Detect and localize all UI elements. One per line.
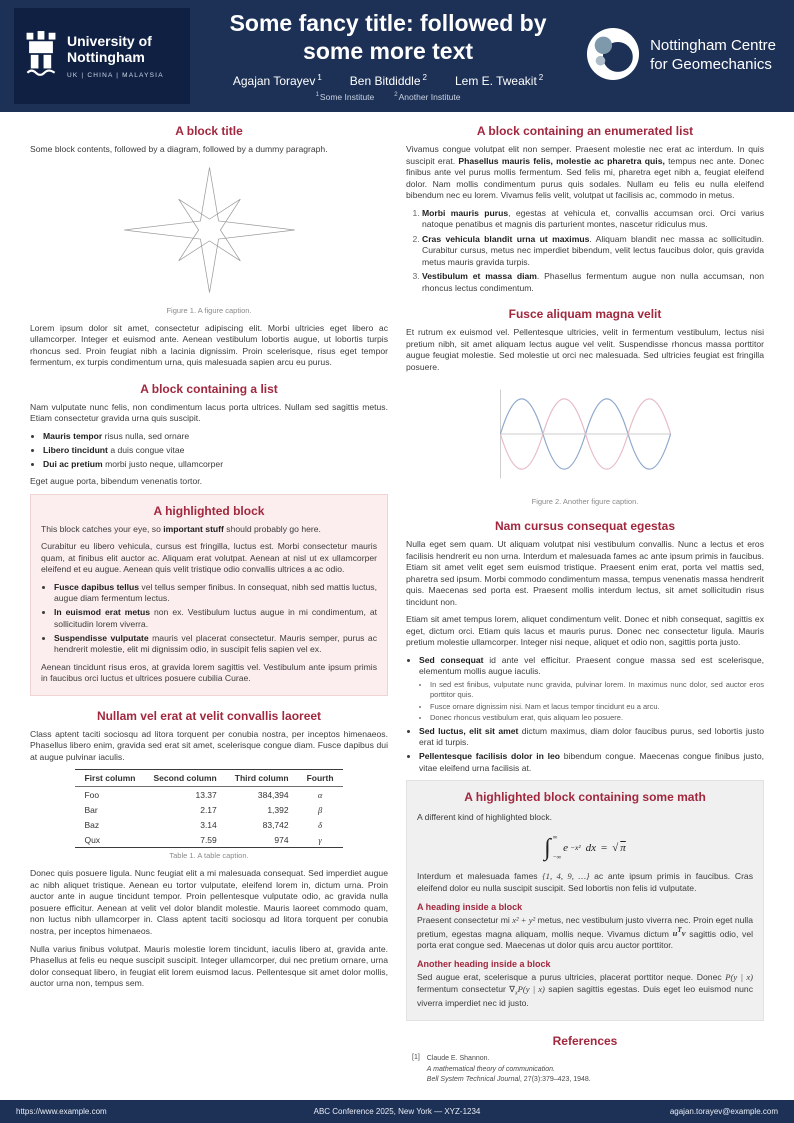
author-affiliation-sup: 2 [422,72,427,82]
reference-author: Claude E. Shannon. [426,1055,490,1063]
body-paragraph: A different kind of highlighted block. [417,812,553,823]
figure-2 [406,379,764,506]
centre-name-line2: for Geomechanics [650,56,772,73]
poster-title-line2: some more text [303,38,474,64]
table-header-row [75,770,342,787]
centre-name [650,37,776,75]
authors-line [200,73,576,88]
body-paragraph: Etiam sit amet tempus lorem, aliquet condimentum velit. Donec et nibh consequat, sagittis ex eget, dictum orci. Etiam quis lacus et mauris purus. Donec nec consectetur ligula. Mauris pretium molestie ullamcorper. Integer nisi neque, aliquet et odio non, sagittis porta justo. [406,614,764,648]
list-item: • Pellentesque facilisis dolor in leo bibendum congue. Maecenas congue finibus justo, vitae eleifend urna facilisis at. [419,751,764,774]
geomechanics-circles-icon [586,27,640,86]
university-logo-text [67,33,164,79]
integral-formula: ∫ ∞ −∞ e −x² dx = √ π [544,834,626,861]
reference-number: [1] [412,1054,420,1062]
block-title: Nam cursus consequat egestas [494,519,676,534]
block-title: Fusce aliquam magna velit [508,307,662,322]
nested-list-item: • Donec rhoncus vestibulum erat, quis aliquam leo posuere. [430,713,764,723]
institutes-line [200,92,576,102]
body-paragraph: Aenean tincidunt risus eros, at gravida lorem sagittis vel. Vestibulum ante ipsum primis in faucibus orci luctus et ultrices posuere cubilia Curae. [41,661,377,684]
list-item: • Sed luctus, elit sit amet dictum maximus, diam dolor faucibus purus, sed lobortis justo erat id turpis. [419,726,764,749]
footer-website: https://www.example.com [16,1107,107,1116]
column-header: First column [75,770,144,787]
body-paragraph: Class aptent taciti sociosqu ad litora torquent per conubia nostra, per inceptos himenaeos. Phasellus libero enim, gravida sed erat sit amet, scelerisque congue diam. Fusce dapibus dui at augue pulvinar iaculis. [30,728,388,762]
poster-content [0,112,794,1100]
list-item: • Dui ac pretium morbi justo neque, ullamcorper [43,459,388,471]
enum-item: 3. Vestibulum et massa diam. Phasellus fermentum augue non nulla accumsan, non rhoncus lectus condimentum. [422,271,764,294]
figure-1 [30,162,388,315]
table-row: Baz 3.14 83,742 δ [84,819,323,830]
right-column [406,120,764,1096]
block-title: References [552,1034,618,1049]
list-item: • Sed consequat id ante vel efficitur. Praesent congue massa sed est scelerisque, elementum mollis augue iaculis. • In sed est finibus, vulputate nunc gravida, pulvinar lorem. In maximus nunc dolor, sed auctor eros porttitor quis. • Fusce ornare dignissim nisi. Nam et lacus tempor tincidunt eu a arcu. • Donec rhoncus vestibulum erat, quis aliquam leo posuere. [419,655,764,724]
author-affiliation-sup: 2 [538,72,544,82]
university-name-line1: University of [67,32,152,49]
figure-caption: Figure 2. Another figure caption. [531,497,639,507]
university-name-line2: Nottingham [67,49,145,65]
block-a-block-title [30,124,388,369]
list-item: • Fusce dapibus tellus vel tellus semper finibus. In consequat, nibh sed mattis luctus, augue diam fermentum lectus. [54,582,377,605]
body-paragraph: Et rutrum ex euismod vel. Pellentesque ultricies, velit in fermentum vestibulum, lectus nisi pretium nibh, sit amet aliquam lectus augue vel velit. Suspendisse rhoncus massa porttitor augue feugiat molestie. Sed molestie ut orci nec malesuada. Sed ultricies feugiat est fringilla posuere. [406,327,764,372]
enumerated-list [406,208,764,295]
column-header: Third column [226,770,298,787]
castle-icon [24,31,58,82]
centre-logo [586,27,780,86]
body-paragraph: Lorem ipsum dolor sit amet, consectetur adipiscing elit. Morbi ultricies eget libero ac ullamcorper. Integer et euismod ante. Aenean vestibulum lobortis augue, ut lobortis turpis rhoncus sed. Proin feugiat nibh a lacinia dignissim. Proin scelerisque, risus eget tempor fermentum, ex turpis condimentum urna, quis malesuada sapien arcu eu purus. [30,322,388,368]
block-title: Nullam vel erat at velit convallis laoreet [96,708,322,723]
block-table [30,709,388,990]
sine-waves-plot-icon [493,476,678,493]
footer-conference: ABC Conference 2025, New York — XYZ-1234 [313,1107,481,1116]
university-logo [14,8,190,104]
poster-footer [0,1100,794,1123]
institute: $^2$Another Institute [394,91,461,102]
list-item: • Suspendisse vulputate mauris vel placerat consectetur. Mauris semper, purus ac hendrerit molestie, elit mi dignissim odio, in suscipit felis sapien vel ex. [54,633,377,656]
body-paragraph: Sed augue erat, scelerisque a purus ultricies, placerat porttitor neque. Donec P(y | x) fermentum consectetur $\nabla_xP(y$ | x) sapien sagittis egestas. Duis eget leo euismod nunc viverra imperdiet nec id justo. [417,972,754,1008]
column-header: Fourth [298,770,343,787]
body-paragraph: Nam vulputate nunc felis, non condimentum lacus porta ultrices. Nullam sed sagittis metus. Etiam consectetur gravida urna quis suscipit. [30,401,388,424]
body-paragraph: Praesent consectetur mi x² + y² metus, nec vestibulum justo viverra nec. Proin eget nulla pretium, egestas magna aliquam, mollis neque. Vivamus dictum $u^Tv$ sagittis odio, vel porta erat congue sed. Maecenas ut dolor quis arcu auctor porttitor. [417,915,754,950]
author: Ben Bitdiddle $^2$ [349,72,427,88]
author: Agajan Torayev $^1$ [232,72,322,88]
author: Lem E. Tweakit $^2$ [454,72,544,88]
body-paragraph: Eget augue porta, bibendum venenatis tortor. [30,476,202,487]
enum-item: 1. Morbi mauris purus, egestas at vehicula et, convallis accumsan orci. Orci varius natoque penatibus et magnis dis parturient montes, nascetur ridiculus mus. [422,208,764,231]
footer-email: agajan.torayev@example.com [669,1107,778,1116]
body-paragraph: Donec quis posuere ligula. Nunc feugiat elit a mi malesuada consequat. Sed imperdiet augue ac nibh aliquet tristique. Aenean eu tortor vulputate, eleifend lorem in, dictum urna. Proin auctor ante in augue tincidunt tempor. Proin pellentesque vulputate odio, ac gravida nulla posuere efficitur. Aenean at velit vel dolor blandit molestie. Mauris laoreet commodo quam, non luctus nibh ullamcorper in. Class aptent taciti sociosqu ad litora torquent per conubia nostra, per inceptos himenaeos. [30,868,388,936]
table-row: Qux 7.59 974 γ [75,832,342,848]
poster-title [200,10,576,65]
nested-bullet-list [419,680,764,724]
enum-item: 2. Cras vehicula blandit urna ut maximus. Aliquam blandit nec massa ac sollicitudin. Curabitur cursus, metus nec imperdiet bibendum, velit lectus faucibus dolor, quis gravida metus mauris gravida turpis. [422,234,764,269]
results-table [75,769,342,848]
body-paragraph: This block catches your eye, so important stuff should probably go here. [41,523,321,534]
reference-entry [406,1054,764,1086]
star-diagram-icon [117,285,302,302]
integral-sign: ∫ [544,834,551,861]
body-paragraph: Nulla varius finibus volutpat. Mauris molestie lorem tincidunt, iaculis libero at, gravida ante. Phasellus at felis eu neque suscipit suscipit. Integer ullamcorper, dui nec pretium ornare, urna dolor consequat libero, in feugiat elit lorem euismod lacus. Pellentesque sit amet dolor mollis, auctor urna non, tempus sem. [30,943,388,989]
bullet-list [30,431,388,471]
poster-title-line1: Some fancy title: followed by [229,10,547,37]
table-row: Foo 13.37 384,394 α [84,789,323,800]
table-caption: Table 1. A table caption. [169,851,249,861]
body-paragraph: Some block contents, followed by a diagram, followed by a dummy paragraph. [30,144,328,154]
centre-name-line1: Nottingham Centre [650,37,776,55]
reference-journal-line: Bell System Technical Journal, 27(3):379–423, 1948. [426,1076,591,1084]
block-references [406,1034,764,1086]
list-item: • In euismod erat metus non ex. Vestibulum luctus augue in mi condimentum, at sollicitudin lorem viverra. [54,607,377,630]
block-enumerated-list [406,124,764,294]
column-header: Second column [144,770,225,787]
body-paragraph: Vivamus congue volutpat elit non semper. Praesent molestie nec erat ac interdum. In quis suscipit erat. Phasellus mauris felis, molestie ac pharetra quis, tempus nec ante. Donec finibus ante vel purus mollis fermentum. Sed felis mi, pharetra eget nibh a, feugiat eleifend dolor. Nam mollis condimentum purus quis sodales. Nullam eu felis eu nulla eleifend bibendum nec eu lorem. Vivamus felis velit, volutpat ut facilisis ac, commodo in metus. [406,144,764,201]
inner-block-heading: Another heading inside a block [417,959,551,970]
poster-header [0,0,794,112]
integral-limits: ∞ −∞ [552,834,562,861]
table-row: Bar 2.17 1,392 β [84,804,323,815]
block-nested-list [406,519,764,774]
body-paragraph: Nulla eget sem quam. Ut aliquam volutpat nisi vestibulum convallis. Nunc a lectus et eros facilisis hendrerit eu non urna. Interdum et malesuada fames ac ante ipsum primis in faucibus. Etiam sit amet velit eget sem euismod tristique. Praesent enim erat, porta vel mattis sed, pharetra sed ipsum. Morbi commodo condimentum massa, tempus venenatis massa hendrerit quis. Maecenas sed porta est. Praesent mollis interdum lectus, sit amet sollicitudin risus tincidunt non. [406,539,764,607]
block-title: A block containing an enumerated list [476,124,694,138]
nested-list-item: • Fusce ornare dignissim nisi. Nam et lacus tempor tincidunt eu a arcu. [430,702,764,712]
institute: $^1$Some Institute [315,91,375,102]
block-containing-a-list [30,382,388,488]
highlighted-block [30,494,388,696]
block-title: A highlighted block [153,503,265,518]
figure-caption: Figure 1. A figure caption. [166,305,252,315]
list-item: • Mauris tempor risus nulla, sed ornare [43,431,388,443]
body-paragraph: Interdum et malesuada fames {1, 4, 9, …} ac ante ipsum primis in faucibus. Cras eleifend dolor eu nulla suscipit suscipit. Sed lobortis non felis id vulputate. [417,871,754,893]
block-title: A highlighted block containing some math [464,790,706,805]
author-affiliation-sup: 1 [317,72,322,82]
nested-list-item: • In sed est finibus, vulputate nunc gravida, pulvinar lorem. In maximus nunc dolor, sed auctor eros porttitor quis. [430,680,764,700]
title-block [200,10,576,101]
inner-block-heading: A heading inside a block [417,902,523,913]
block-title: A block title [175,124,243,138]
highlighted-math-block [406,780,764,1021]
block-figure-2 [406,307,764,506]
bullet-list [406,655,764,775]
bullet-list [41,582,377,656]
university-countries: UK | CHINA | MALAYSIA [67,72,164,80]
body-paragraph: Curabitur eu libero vehicula, cursus est fringilla, luctus est. Morbi consectetur mauris quam, at finibus elit auctor ac. Aliquam erat volutpat. Aenean at nisl ut ex ullamcorper eleifend et eu augue. Aenean quis velit tristique odio convallis ultrices a ac odio. [41,541,377,575]
reference-title: A mathematical theory of communication. [426,1065,555,1073]
block-title: A block containing a list [140,381,278,396]
left-column [30,120,388,1096]
list-item: • Libero tincidunt a duis congue vitae [43,445,388,457]
